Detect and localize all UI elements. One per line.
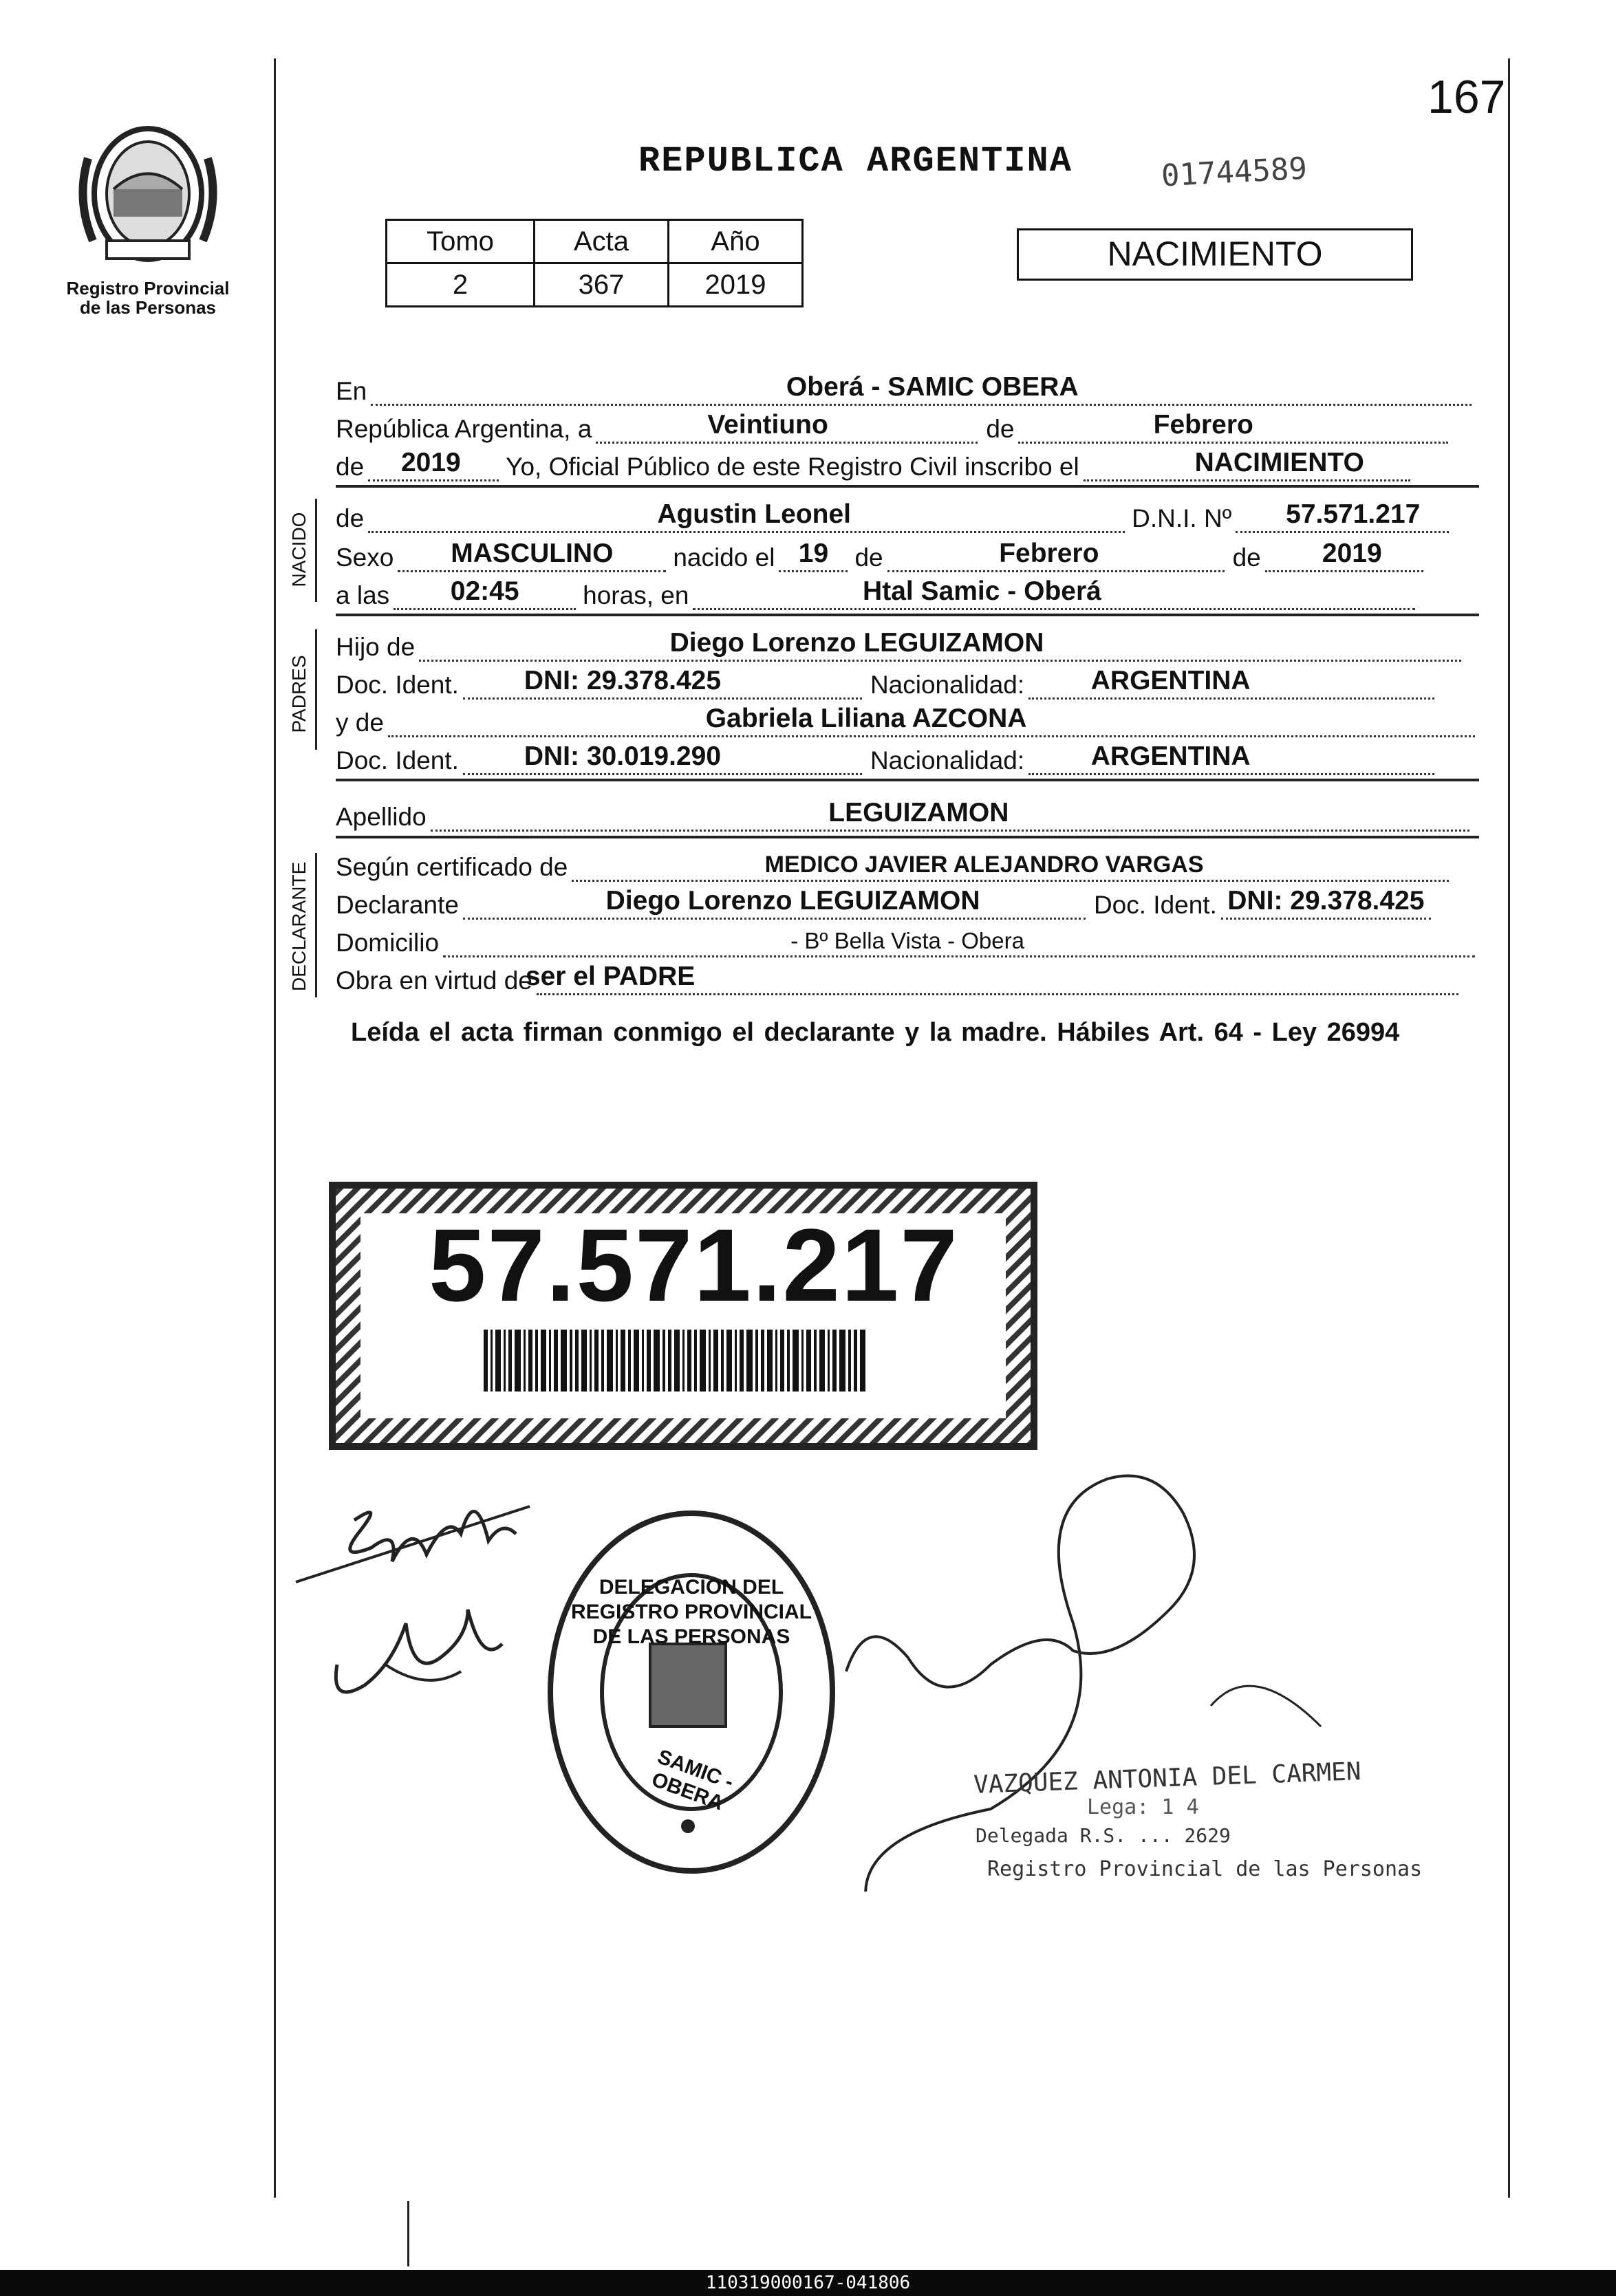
row-domicilio bbox=[336, 929, 1475, 957]
closing-text: Leída el acta firman conmigo el declarante y la madre. Hábiles Art. 64 - Ley 26994 bbox=[351, 1018, 1400, 1047]
row-father-doc bbox=[336, 666, 1434, 700]
apellido-field bbox=[431, 798, 1469, 832]
declarante-doc-field bbox=[1221, 886, 1431, 920]
act-type-value: NACIMIENTO bbox=[1194, 448, 1364, 477]
declarante-bracket bbox=[315, 853, 317, 997]
mother-doc-label: Doc. Ident. bbox=[336, 746, 459, 775]
day-value: Veintiuno bbox=[707, 410, 828, 440]
domicilio-field bbox=[443, 929, 1475, 957]
dni-label: D.N.I. Nº bbox=[1132, 504, 1232, 532]
y-de-label: y de bbox=[336, 708, 384, 737]
birth-de-label-2: de bbox=[1232, 543, 1261, 572]
a-las-label: a las bbox=[336, 581, 390, 609]
divider-nacido bbox=[336, 614, 1479, 616]
row-father-name bbox=[336, 628, 1461, 662]
divider-padres bbox=[336, 779, 1479, 781]
horas-en-label: horas, en bbox=[583, 581, 689, 609]
header-acta: Acta bbox=[535, 220, 669, 263]
right-margin-line bbox=[1508, 58, 1510, 2198]
year-prefix: de bbox=[336, 453, 365, 481]
father-nationality-label: Nacionalidad: bbox=[870, 671, 1025, 699]
declarante-label: Declarante bbox=[336, 891, 459, 919]
mother-doc-value: DNI: 30.019.290 bbox=[524, 741, 722, 771]
child-dni-value: 57.571.217 bbox=[1286, 499, 1421, 529]
mother-name-value: Gabriela Liliana AZCONA bbox=[705, 704, 1027, 733]
row-republica bbox=[336, 410, 1448, 444]
birth-place-value: Htal Samic - Oberá bbox=[863, 576, 1101, 606]
footer-code: 110319000167-041806 bbox=[0, 2270, 1616, 2296]
sexo-label: Sexo bbox=[336, 543, 394, 572]
row-obra bbox=[336, 962, 1458, 995]
father-nationality-field bbox=[1028, 666, 1434, 700]
year-field bbox=[368, 448, 499, 481]
divider-intro bbox=[336, 485, 1479, 488]
serial-number: 01744589 bbox=[1160, 151, 1308, 194]
barcode-icon bbox=[484, 1330, 869, 1391]
father-nationality-value: ARGENTINA bbox=[1090, 666, 1251, 695]
act-type-field bbox=[1084, 448, 1410, 481]
nacido-el-label: nacido el bbox=[673, 543, 775, 572]
day-field bbox=[596, 410, 978, 444]
row-apellido bbox=[336, 798, 1469, 832]
apellido-label: Apellido bbox=[336, 803, 427, 831]
certificado-label: Según certificado de bbox=[336, 853, 568, 881]
header-tomo: Tomo bbox=[387, 220, 535, 263]
father-doc-label: Doc. Ident. bbox=[336, 671, 459, 699]
left-margin-line bbox=[274, 58, 276, 2198]
country-title: REPUBLICA ARGENTINA bbox=[638, 141, 1073, 182]
header-anio: Año bbox=[669, 220, 803, 263]
mother-nationality-value: ARGENTINA bbox=[1090, 741, 1251, 771]
record-table bbox=[385, 219, 804, 307]
declarante-name-field bbox=[463, 886, 1086, 920]
registry-name bbox=[48, 279, 248, 317]
de-label: de bbox=[986, 415, 1015, 443]
dni-stamp bbox=[329, 1182, 1037, 1450]
padres-bracket bbox=[315, 629, 317, 750]
birth-year-value: 2019 bbox=[1322, 539, 1382, 568]
registry-name-line2: de las Personas bbox=[80, 297, 216, 318]
obra-label: Obra en virtud de bbox=[336, 966, 532, 995]
father-doc-field bbox=[463, 666, 862, 700]
month-field bbox=[1018, 410, 1448, 444]
bottom-stub-line bbox=[407, 2201, 409, 2266]
birth-month-value: Febrero bbox=[999, 539, 1099, 568]
year-value: 2019 bbox=[400, 448, 461, 477]
birth-day-field bbox=[779, 539, 848, 572]
yo-text: Yo, Oficial Público de este Registro Civil inscribo el bbox=[506, 453, 1079, 481]
province-seal bbox=[76, 117, 220, 275]
domicilio-value: - Bº Bella Vista - Obera bbox=[790, 928, 1024, 953]
father-name-field bbox=[419, 628, 1461, 662]
official-line3: Delegada R.S. ... 2629 bbox=[976, 1824, 1231, 1847]
place-value: Oberá - SAMIC OBERA bbox=[786, 372, 1079, 402]
value-anio: 2019 bbox=[669, 263, 803, 307]
child-name-value: Agustin Leonel bbox=[657, 499, 851, 529]
certificado-field bbox=[572, 854, 1449, 882]
declarante-doc-value: DNI: 29.378.425 bbox=[1227, 886, 1425, 916]
birth-month-field bbox=[887, 539, 1225, 572]
mother-doc-field bbox=[463, 741, 862, 775]
month-value: Febrero bbox=[1153, 410, 1253, 440]
apellido-value: LEGUIZAMON bbox=[828, 798, 1009, 827]
row-mother-doc bbox=[336, 741, 1434, 775]
birth-place-field bbox=[693, 576, 1415, 610]
obra-field bbox=[525, 962, 1458, 995]
declarante-section-label: DECLARANTE bbox=[288, 861, 310, 991]
value-acta: 367 bbox=[535, 263, 669, 307]
divider-apellido bbox=[336, 836, 1479, 838]
child-dni-field bbox=[1236, 499, 1449, 533]
dni-stamp-number: 57.571.217 bbox=[429, 1207, 959, 1323]
registry-name-line1: Registro Provincial bbox=[66, 278, 230, 299]
birth-time-value: 02:45 bbox=[450, 576, 519, 606]
place-field bbox=[371, 372, 1472, 406]
child-name-field bbox=[368, 499, 1125, 533]
republica-label: República Argentina, a bbox=[336, 415, 592, 443]
row-year bbox=[336, 448, 1410, 481]
row-nacido-name bbox=[336, 499, 1449, 533]
mother-nationality-label: Nacionalidad: bbox=[870, 746, 1025, 775]
row-declarante bbox=[336, 886, 1431, 920]
official-line2: Lega: 1 4 bbox=[1087, 1795, 1199, 1819]
nacido-bracket bbox=[315, 499, 317, 602]
birth-time-field bbox=[394, 576, 576, 610]
sexo-field bbox=[398, 539, 666, 572]
mother-nationality-field bbox=[1028, 741, 1434, 775]
declarante-doc-label: Doc. Ident. bbox=[1093, 891, 1217, 919]
declarante-name-value: Diego Lorenzo LEGUIZAMON bbox=[605, 886, 980, 916]
official-line4: Registro Provincial de las Personas bbox=[987, 1857, 1423, 1881]
nacido-de-label: de bbox=[336, 504, 365, 532]
official-seal-outer-text: DELEGACION DEL REGISTRO PROVINCIAL DE LAS PERSONAS bbox=[570, 1576, 812, 1648]
row-mother-name bbox=[336, 704, 1475, 737]
row-certificado bbox=[336, 853, 1449, 882]
padres-section-label: PADRES bbox=[288, 655, 310, 733]
value-tomo: 2 bbox=[387, 263, 535, 307]
sexo-value: MASCULINO bbox=[451, 539, 614, 568]
domicilio-label: Domicilio bbox=[336, 929, 440, 957]
record-type-box: NACIMIENTO bbox=[1017, 228, 1413, 281]
row-en bbox=[336, 372, 1472, 406]
official-name: VAZQUEZ ANTONIA DEL CARMEN bbox=[973, 1757, 1362, 1799]
province-seal-icon bbox=[76, 117, 220, 275]
hijo-de-label: Hijo de bbox=[336, 633, 416, 661]
signature-declarante bbox=[289, 1458, 578, 1747]
nacido-section-label: NACIDO bbox=[288, 512, 310, 587]
certificado-value: MEDICO JAVIER ALEJANDRO VARGAS bbox=[764, 852, 1204, 878]
father-name-value: Diego Lorenzo LEGUIZAMON bbox=[669, 628, 1044, 658]
father-doc-value: DNI: 29.378.425 bbox=[524, 666, 722, 695]
mother-name-field bbox=[388, 704, 1475, 737]
en-label: En bbox=[336, 377, 367, 405]
page-number: 167 bbox=[1428, 71, 1506, 123]
birth-day-value: 19 bbox=[798, 539, 829, 568]
birth-year-field bbox=[1265, 539, 1423, 572]
official-seal-inner-text: SAMIC - OBERA bbox=[648, 1745, 737, 1815]
birth-de-label: de bbox=[854, 543, 883, 572]
obra-value: ser el PADRE bbox=[525, 962, 696, 991]
row-nacido-sexo bbox=[336, 539, 1423, 572]
row-nacido-time bbox=[336, 576, 1415, 610]
